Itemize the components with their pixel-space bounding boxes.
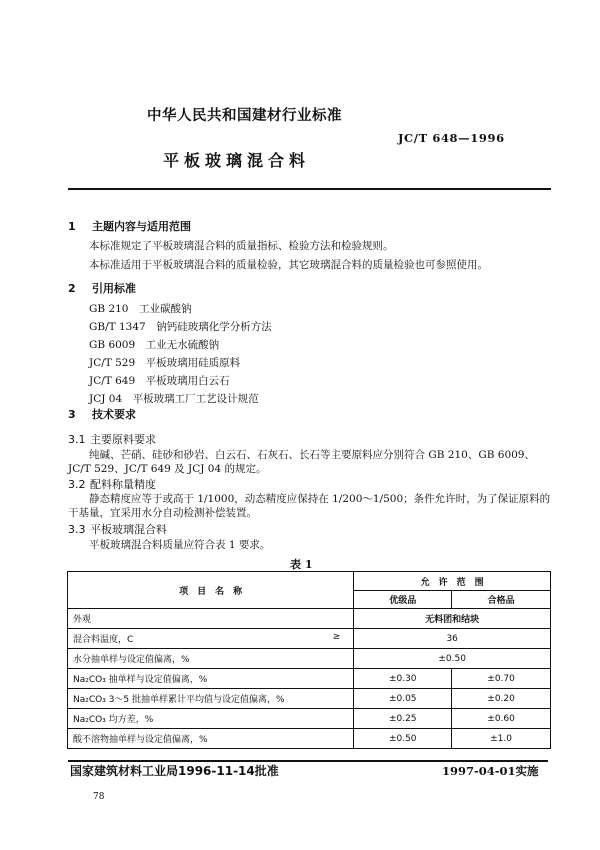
issuing-org: 中华人民共和国建材行业标准 [147, 108, 342, 124]
subsection-3-2-text: 静态精度应等于或高于 1/1000，动态精度应保持在 1/200～1/500；条件允许时，为了保证原料的干基量，宜采用水分自动检测补偿装置。 [68, 493, 551, 519]
section-1-title: 主题内容与适用范围 [92, 220, 191, 233]
table-row [68, 689, 551, 709]
quality-table [67, 571, 551, 749]
table-row [68, 709, 551, 729]
ref-item: JC/T 649 平板玻璃用白云石 [89, 375, 230, 387]
row-value-qualified: ±0.20 [452, 689, 551, 709]
header-rule [68, 188, 551, 190]
subsection-3-1-heading [68, 431, 156, 447]
row-value-span: ±0.50 [354, 649, 551, 669]
table-row [68, 609, 551, 629]
row-name-text: 混合料温度，C [73, 635, 134, 645]
row-name: 外观 [68, 609, 354, 629]
row-value-superior: ±0.05 [354, 689, 452, 709]
subsection-3-1-number: 3.1 [68, 433, 86, 446]
row-name [68, 629, 354, 649]
table-header-row [68, 572, 551, 591]
row-name: Na₂CO₃ 3～5 批抽单样累计平均值与设定值偏离，% [68, 689, 354, 709]
ref-item: GB/T 1347 钠钙硅玻璃化学分析方法 [89, 321, 272, 333]
subsection-3-2-title: 配料称量精度 [90, 478, 156, 491]
ref-item: GB 6009 工业无水硫酸钠 [89, 339, 220, 351]
section-1-para-1: 本标准规定了平板玻璃混合料的质量指标、检验方法和检验规则。 [89, 240, 394, 252]
row-name: Na₂CO₃ 抽单样与设定值偏离，% [68, 669, 354, 689]
implementation-date: 1997-04-01实施 [442, 764, 539, 778]
row-value-qualified: ±1.0 [452, 729, 551, 749]
row-name: 酸不溶物抽单样与设定值偏离，% [68, 729, 354, 749]
approval-line: 国家建筑材料工业局1996-11-14批准 [70, 764, 279, 778]
ref-item: JC/T 529 平板玻璃用硅质原料 [89, 357, 241, 369]
section-2-number: 2 [68, 282, 76, 295]
section-1-number: 1 [68, 220, 76, 233]
row-name: 水分抽单样与设定值偏离，% [68, 649, 354, 669]
header-grade-qualified: 合格品 [452, 591, 551, 609]
row-value-superior: ±0.30 [354, 669, 452, 689]
subsection-3-3-title: 平板玻璃混合料 [90, 523, 167, 536]
greater-equal-symbol: ≥ [332, 632, 341, 642]
table-row [68, 729, 551, 749]
subsection-3-1-text: 纯碱、芒硝、硅砂和砂岩、白云石、石灰石、长石等主要原料应分别符合 GB 210、GB 6009、JC/T 529、JC/T 649 及 JCJ 04 的规定。 [68, 449, 535, 475]
standard-code: JC/T 648—1996 [398, 131, 505, 145]
section-3-number: 3 [68, 408, 76, 421]
page-number: 78 [93, 792, 105, 802]
table-row [68, 629, 551, 649]
section-1-heading [68, 218, 191, 234]
subsection-3-3-text: 平板玻璃混合料质量应符合表 1 要求。 [89, 539, 271, 551]
subsection-3-3-number: 3.3 [68, 523, 86, 536]
ref-item: JCJ 04 平板玻璃工厂工艺设计规范 [89, 393, 259, 405]
row-value-qualified: ±0.70 [452, 669, 551, 689]
row-value-span: 无料团和结块 [354, 609, 551, 629]
header-allowed-range: 允 许 范 围 [354, 572, 551, 591]
subsection-3-3-heading [68, 521, 167, 537]
table-caption: 表 1 [290, 558, 313, 571]
section-3-title: 技术要求 [92, 408, 136, 421]
header-grade-superior: 优级品 [354, 591, 452, 609]
row-value-superior: ±0.25 [354, 709, 452, 729]
document-title: 平板玻璃混合料 [163, 151, 311, 170]
row-value-superior: ±0.50 [354, 729, 452, 749]
ref-item: GB 210 工业碳酸钠 [89, 303, 192, 315]
section-3-heading [68, 406, 136, 422]
section-1-para-2: 本标准适用于平板玻璃混合料的质量检验，其它玻璃混合料的质量检验也可参照使用。 [89, 259, 488, 271]
subsection-3-2-number: 3.2 [68, 478, 86, 491]
table-row [68, 669, 551, 689]
section-2-heading [68, 280, 136, 296]
row-value-span: 36 [354, 629, 551, 649]
section-2-title: 引用标准 [92, 282, 136, 295]
subsection-3-1-title: 主要原料要求 [90, 433, 156, 446]
header-item-name: 项 目 名 称 [68, 572, 354, 609]
table-row [68, 649, 551, 669]
row-value-qualified: ±0.60 [452, 709, 551, 729]
subsection-3-2-heading [68, 476, 156, 492]
row-name: Na₂CO₃ 均方差，% [68, 709, 354, 729]
